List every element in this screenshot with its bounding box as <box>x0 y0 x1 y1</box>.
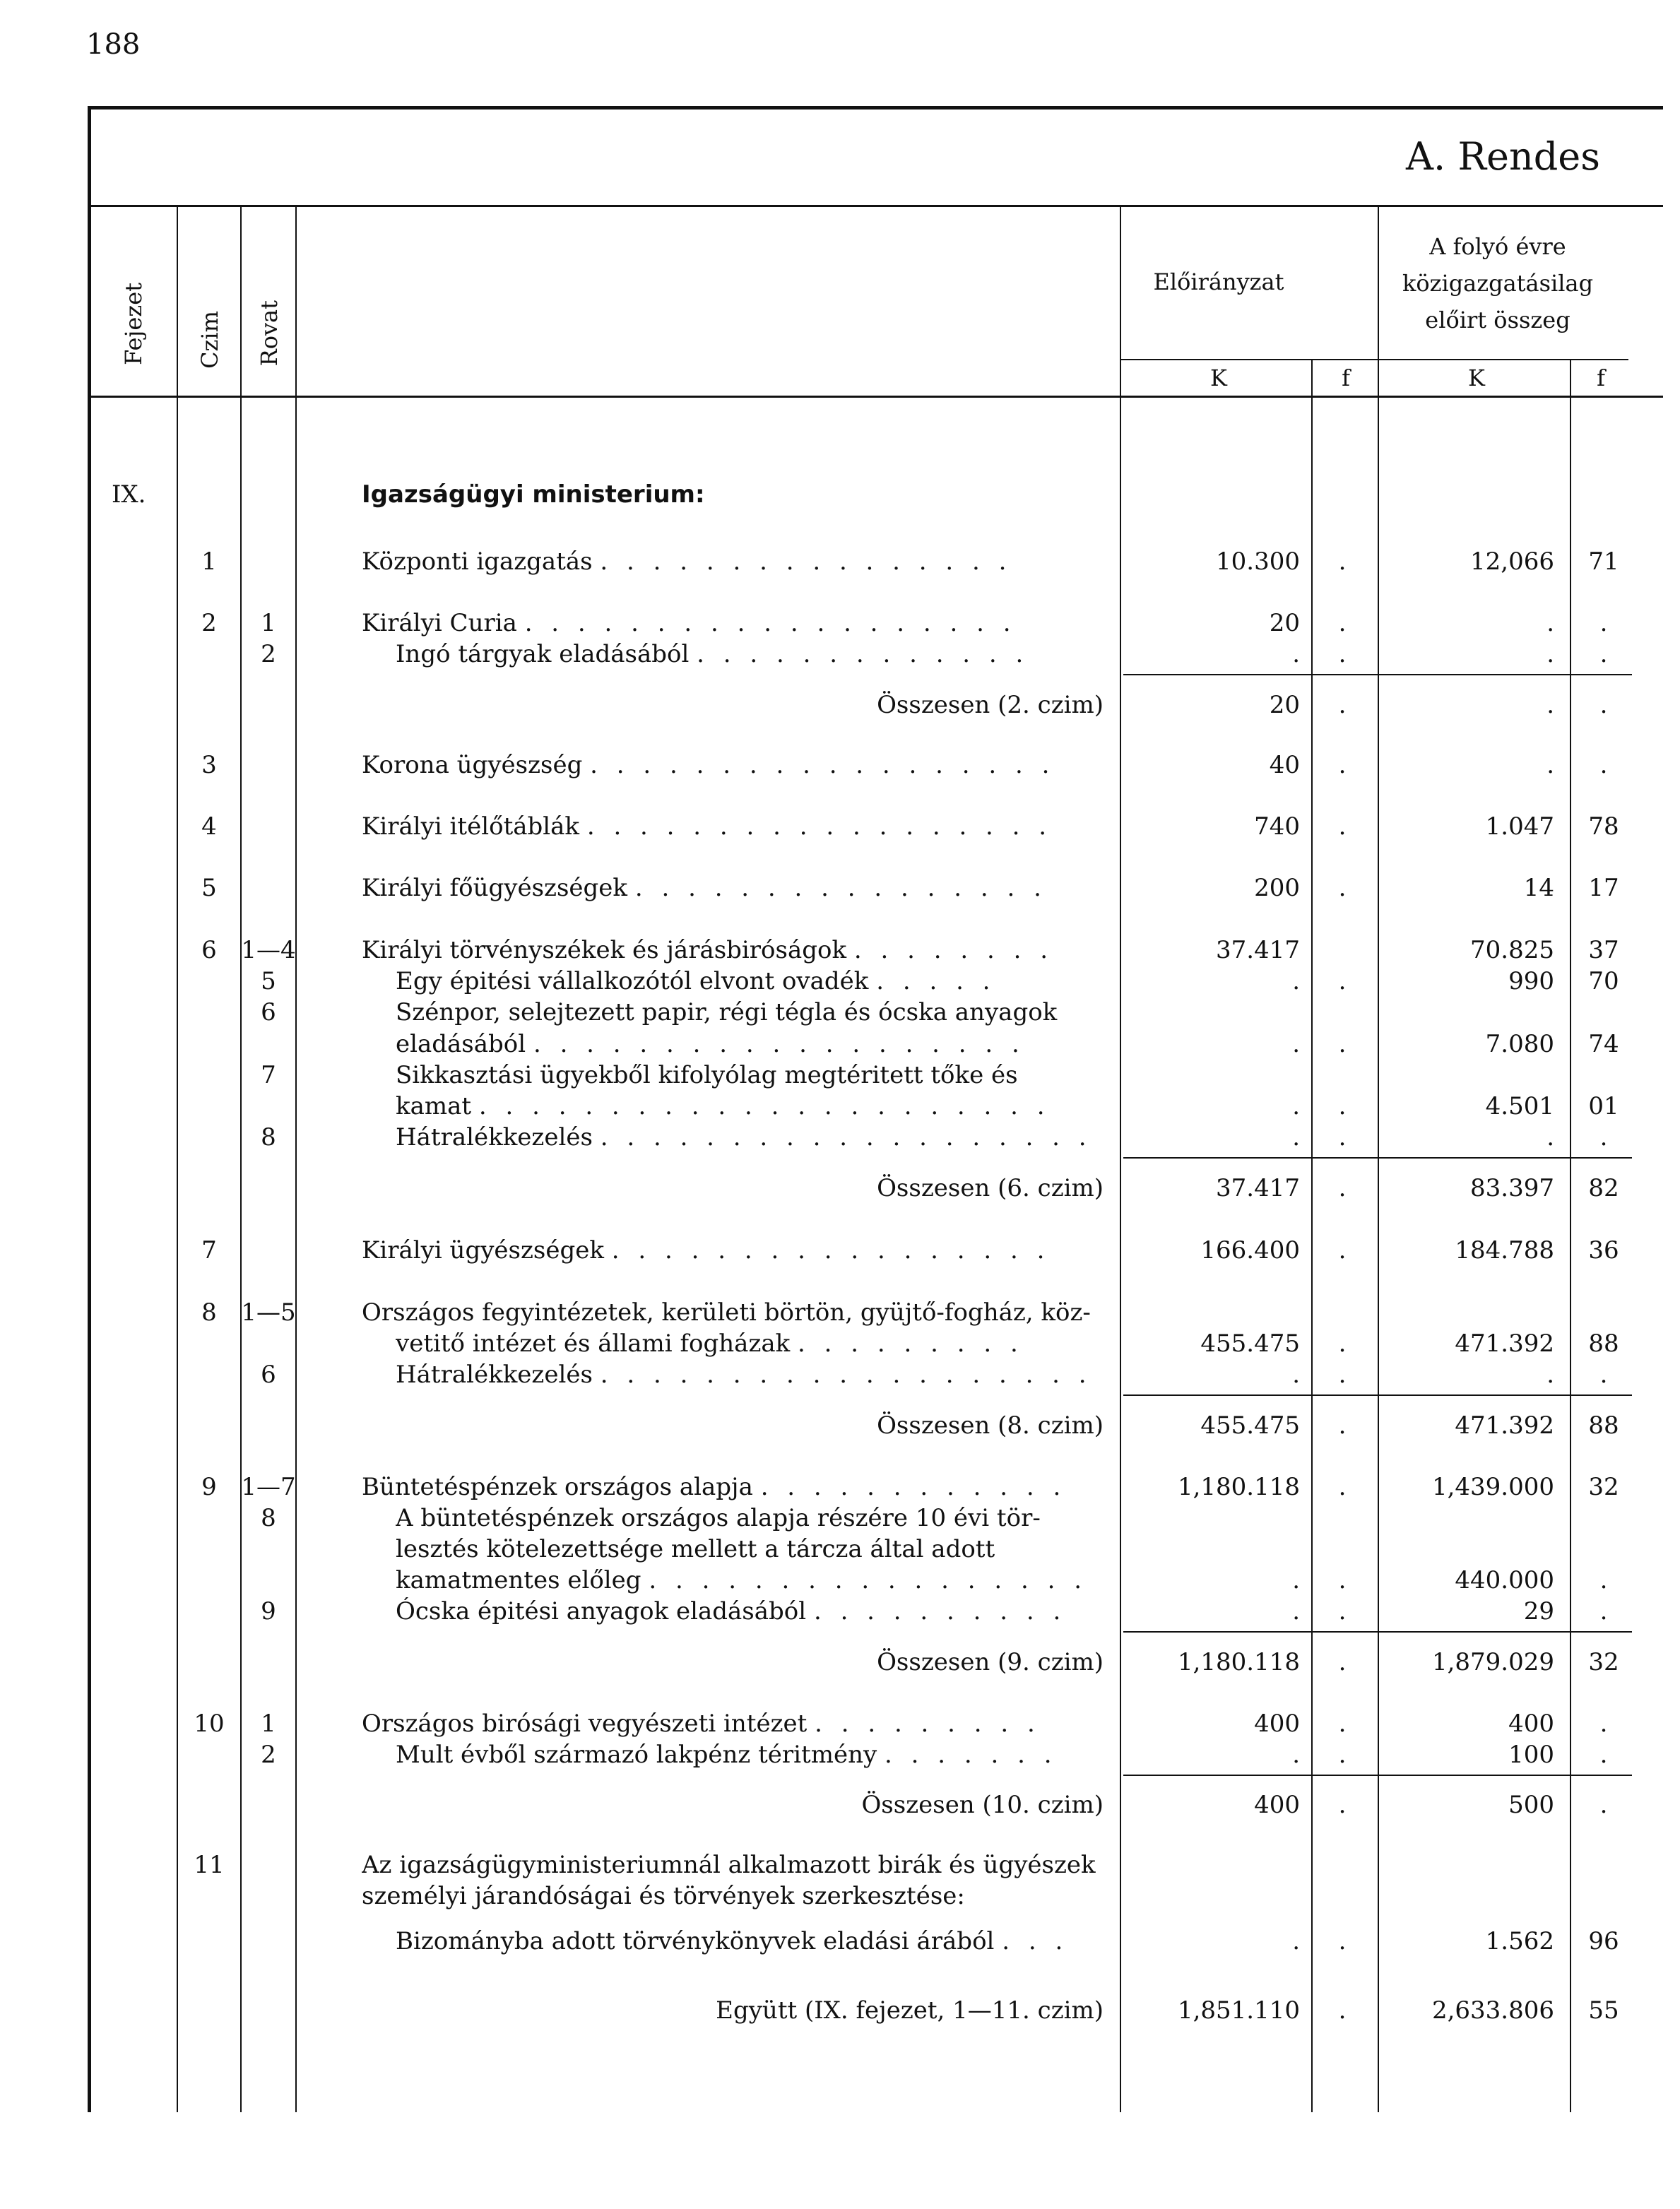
cell-eloiranyzat-k: 1,851.110 <box>1177 1996 1300 2025</box>
header-folyo-evre-3: előirt összeg <box>1425 307 1570 333</box>
table-row <box>0 1174 1680 1205</box>
leader-dots: . . . . . . . <box>885 1741 1058 1769</box>
description-text: Az igazságügyministeriumnál alkalmazott birák és ügyészek <box>362 1851 1096 1879</box>
header-top-border <box>88 205 1663 207</box>
cell-eloiranyzat-f: . <box>1338 640 1347 668</box>
cell-rovat: 1—5 <box>241 1298 296 1327</box>
cell-folyo-k: 12,066 <box>1470 547 1554 576</box>
cell-czim: 2 <box>201 609 217 637</box>
cell-rovat: 8 <box>261 1504 276 1532</box>
cell-czim: 6 <box>201 936 217 964</box>
table-row <box>0 1741 1680 1772</box>
table-row <box>0 1882 1680 1913</box>
cell-eloiranyzat-k: 40 <box>1269 751 1300 779</box>
cell-eloiranyzat-k: 400 <box>1254 1791 1300 1819</box>
cell-description <box>396 1504 1102 1532</box>
cell-eloiranyzat-k: . <box>1292 1030 1300 1058</box>
table-row <box>0 1092 1680 1123</box>
cell-folyo-f: . <box>1599 1361 1608 1389</box>
leader-dots: . . . . . <box>876 967 996 995</box>
table-row <box>0 812 1680 843</box>
cell-description <box>362 547 1104 576</box>
table-row <box>0 1648 1680 1679</box>
cell-description <box>396 1535 1102 1563</box>
cell-folyo-f: 78 <box>1588 812 1619 841</box>
cell-folyo-k: 500 <box>1508 1791 1554 1819</box>
description-text: kamatmentes előleg <box>396 1566 641 1594</box>
cell-description <box>396 967 1102 995</box>
cell-eloiranyzat-f: . <box>1338 1741 1347 1769</box>
cell-eloiranyzat-f: . <box>1338 1030 1347 1058</box>
cell-description <box>362 609 1104 637</box>
cell-eloiranyzat-f: . <box>1338 1092 1347 1120</box>
table-row <box>0 1030 1680 1061</box>
section-title: A. Rendes <box>1406 134 1600 179</box>
leader-dots: . . . . . . . . . . <box>813 1597 1067 1625</box>
cell-folyo-f: . <box>1599 1791 1608 1819</box>
cell-description <box>362 1236 1104 1265</box>
cell-fejezet: IX. <box>112 480 146 509</box>
cell-description <box>396 1597 1102 1625</box>
cell-eloiranyzat-k: . <box>1292 1741 1300 1769</box>
cell-folyo-f: 88 <box>1588 1411 1619 1440</box>
cell-eloiranyzat-f: . <box>1338 1566 1347 1594</box>
cell-description <box>362 1648 1104 1676</box>
header-folyo-evre-1: A folyó évre <box>1429 233 1566 260</box>
cell-czim: 4 <box>201 812 217 841</box>
table-row <box>0 1298 1680 1329</box>
subtotal-rule <box>1123 1394 1632 1396</box>
page-number: 188 <box>86 28 141 61</box>
cell-eloiranyzat-k: 20 <box>1269 609 1300 637</box>
description-text: Királyi ügyészségek <box>362 1236 604 1265</box>
leader-dots: . . . . . . . . . . . . . . . . . <box>611 1236 1051 1265</box>
cell-eloiranyzat-f: . <box>1338 874 1347 902</box>
leader-dots: . . . . . . . . . . . . . . . . . . . <box>600 1361 1092 1389</box>
cell-folyo-k: 100 <box>1508 1741 1554 1769</box>
cell-rovat: 2 <box>261 640 276 668</box>
cell-folyo-f: 37 <box>1588 936 1619 964</box>
cell-eloiranyzat-k: 1,180.118 <box>1177 1473 1300 1501</box>
cell-folyo-f: 74 <box>1588 1030 1619 1058</box>
table-row <box>0 1851 1680 1882</box>
cell-eloiranyzat-k: . <box>1292 1092 1300 1120</box>
cell-folyo-k: 471.392 <box>1455 1411 1554 1440</box>
cell-description <box>362 1882 1104 1910</box>
header-folyo-f: f <box>1597 365 1605 391</box>
cell-eloiranyzat-f: . <box>1338 1123 1347 1151</box>
description-text: Országos birósági vegyészeti intézet <box>362 1710 808 1738</box>
cell-eloiranyzat-f: . <box>1338 547 1347 576</box>
cell-description <box>362 1710 1104 1738</box>
header-folyo-evre-2: közigazgatásilag <box>1402 270 1594 297</box>
cell-czim: 3 <box>201 751 217 779</box>
cell-folyo-f: . <box>1599 1597 1608 1625</box>
cell-folyo-k: . <box>1546 1361 1554 1389</box>
cell-description <box>396 1361 1102 1389</box>
description-text: Királyi Curia <box>362 609 517 637</box>
description-text: Bizományba adott törvénykönyvek eladási árából <box>396 1927 995 1955</box>
cell-folyo-k: 184.788 <box>1455 1236 1554 1265</box>
table-row <box>0 547 1680 579</box>
table-row <box>0 1123 1680 1154</box>
cell-folyo-k: 1.047 <box>1485 812 1554 841</box>
leader-dots: . . . . . . . . . . . . . . . . . . . . . . <box>478 1092 1051 1120</box>
cell-description <box>362 1791 1104 1819</box>
cell-folyo-f: 96 <box>1588 1927 1619 1955</box>
table-row <box>0 480 1680 511</box>
leader-dots: . . . . . . . . . . . . <box>760 1473 1067 1501</box>
cell-folyo-k: 1,439.000 <box>1431 1473 1554 1501</box>
cell-folyo-k: . <box>1546 640 1554 668</box>
cell-eloiranyzat-k: 455.475 <box>1200 1329 1300 1358</box>
cell-folyo-f: . <box>1599 751 1608 779</box>
description-text: Sikkasztási ügyekből kifolyólag megtéritett tőke és <box>396 1061 1018 1089</box>
leader-dots: . . . . . . . . . . . . . . . . <box>634 874 1047 902</box>
subtotal-rule <box>1123 1775 1632 1776</box>
subheader-rule <box>1120 359 1628 360</box>
cell-eloiranyzat-f: . <box>1338 1329 1347 1358</box>
cell-folyo-k: . <box>1546 691 1554 719</box>
cell-folyo-f: . <box>1599 1123 1608 1151</box>
table-row <box>0 640 1680 671</box>
cell-eloiranyzat-k: 37.417 <box>1216 1174 1300 1202</box>
cell-folyo-f: . <box>1599 1566 1608 1594</box>
cell-eloiranyzat-k: . <box>1292 1597 1300 1625</box>
cell-folyo-f: 82 <box>1588 1174 1619 1202</box>
description-text: Ócska épitési anyagok eladásából <box>396 1597 807 1625</box>
cell-eloiranyzat-f: . <box>1338 1791 1347 1819</box>
leader-dots: . . . . . . . . . . . . . . . . . <box>649 1566 1088 1594</box>
cell-folyo-f: 32 <box>1588 1648 1619 1676</box>
cell-eloiranyzat-k: 455.475 <box>1200 1411 1300 1440</box>
cell-description <box>396 1123 1102 1151</box>
table-row <box>0 936 1680 967</box>
table-row <box>0 1710 1680 1741</box>
cell-eloiranyzat-k: . <box>1292 1361 1300 1389</box>
description-text: Királyi törvényszékek és járásbiróságok <box>362 936 847 964</box>
table-row <box>0 998 1680 1029</box>
cell-eloiranyzat-f: . <box>1338 1473 1347 1501</box>
cell-folyo-k: 1.562 <box>1485 1927 1554 1955</box>
cell-rovat: 6 <box>261 998 276 1026</box>
cell-description <box>362 874 1104 902</box>
table-row <box>0 967 1680 998</box>
table-row <box>0 1566 1680 1597</box>
cell-czim: 7 <box>201 1236 217 1265</box>
cell-eloiranyzat-k: . <box>1292 967 1300 995</box>
description-text: Országos fegyintézetek, kerületi börtön, gyüjtő-fogház, köz- <box>362 1298 1091 1327</box>
cell-czim: 8 <box>201 1298 217 1327</box>
cell-description <box>362 1851 1104 1879</box>
cell-rovat: 1 <box>261 609 276 637</box>
cell-rovat: 1—7 <box>241 1473 296 1501</box>
cell-eloiranyzat-f: . <box>1338 1597 1347 1625</box>
cell-folyo-f: 55 <box>1588 1996 1619 2025</box>
table-row <box>0 1236 1680 1267</box>
cell-folyo-k: 2,633.806 <box>1431 1996 1554 2025</box>
cell-folyo-k: . <box>1546 609 1554 637</box>
cell-rovat: 2 <box>261 1741 276 1769</box>
cell-folyo-f: 36 <box>1588 1236 1619 1265</box>
description-text: Hátralékkezelés <box>396 1361 593 1389</box>
cell-folyo-k: 7.080 <box>1485 1030 1554 1058</box>
description-text: Hátralékkezelés <box>396 1123 593 1151</box>
cell-eloiranyzat-f: . <box>1338 1361 1347 1389</box>
description-text: Büntetéspénzek országos alapja <box>362 1473 753 1501</box>
cell-czim: 10 <box>194 1710 225 1738</box>
cell-folyo-f: 01 <box>1588 1092 1619 1120</box>
header-folyo-k: K <box>1468 365 1485 391</box>
cell-rovat: 1 <box>261 1710 276 1738</box>
table-row <box>0 1061 1680 1092</box>
cell-eloiranyzat-k: . <box>1292 1927 1300 1955</box>
cell-eloiranyzat-k: . <box>1292 640 1300 668</box>
description-text: Együtt (IX. fejezet, 1—11. czim) <box>716 1996 1104 2025</box>
subtotal-rule <box>1123 1631 1632 1633</box>
cell-eloiranyzat-f: . <box>1338 751 1347 779</box>
cell-description <box>362 751 1104 779</box>
description-text: Összesen (10. czim) <box>861 1791 1104 1819</box>
cell-eloiranyzat-f: . <box>1338 1648 1347 1676</box>
cell-description <box>396 1927 1102 1955</box>
cell-folyo-k: 990 <box>1508 967 1554 995</box>
table-row <box>0 1361 1680 1392</box>
table-row <box>0 1411 1680 1443</box>
cell-rovat: 5 <box>261 967 276 995</box>
description-text: vetitő intézet és állami fogházak <box>396 1329 791 1358</box>
cell-eloiranyzat-k: 200 <box>1254 874 1300 902</box>
cell-folyo-f: . <box>1599 609 1608 637</box>
cell-eloiranyzat-k: 1,180.118 <box>1177 1648 1300 1676</box>
cell-folyo-f: . <box>1599 1741 1608 1769</box>
top-border <box>88 106 1663 109</box>
cell-description <box>396 640 1102 668</box>
cell-folyo-f: . <box>1599 691 1608 719</box>
cell-eloiranyzat-f: . <box>1338 691 1347 719</box>
cell-rovat: 9 <box>261 1597 276 1625</box>
description-text: Mult évből származó lakpénz téritmény <box>396 1741 877 1769</box>
cell-description <box>362 1174 1104 1202</box>
cell-eloiranyzat-k: 166.400 <box>1200 1236 1300 1265</box>
cell-description <box>362 480 1104 509</box>
cell-rovat: 8 <box>261 1123 276 1151</box>
description-text: Igazságügyi ministerium: <box>362 480 705 509</box>
cell-eloiranyzat-f: . <box>1338 1411 1347 1440</box>
description-text: Korona ügyészség <box>362 751 583 779</box>
description-text: Ingó tárgyak eladásából <box>396 640 690 668</box>
cell-folyo-k: 4.501 <box>1485 1092 1554 1120</box>
cell-czim: 5 <box>201 874 217 902</box>
description-text: A büntetéspénzek országos alapja részére 10 évi tör- <box>396 1504 1041 1532</box>
cell-eloiranyzat-k: 740 <box>1254 812 1300 841</box>
cell-folyo-k: 400 <box>1508 1710 1554 1738</box>
header-eloiranyzat-f: f <box>1342 365 1350 391</box>
cell-folyo-k: . <box>1546 1123 1554 1151</box>
cell-eloiranyzat-k: . <box>1292 1123 1300 1151</box>
leader-dots: . . . . . . . . <box>853 936 1054 964</box>
cell-czim: 1 <box>201 547 217 576</box>
cell-description <box>396 1741 1102 1769</box>
description-text: Összesen (8. czim) <box>877 1411 1104 1440</box>
subtotal-rule <box>1123 1157 1632 1159</box>
cell-description <box>396 1092 1102 1120</box>
description-text: Összesen (9. czim) <box>877 1648 1104 1676</box>
header-rovat: Rovat <box>256 300 283 367</box>
cell-eloiranyzat-f: . <box>1338 609 1347 637</box>
cell-folyo-f: 71 <box>1588 547 1619 576</box>
table-row <box>0 1504 1680 1535</box>
cell-description <box>396 1061 1102 1089</box>
header-eloiranyzat: Előirányzat <box>1153 268 1284 295</box>
cell-description <box>362 691 1104 719</box>
leader-dots: . . . . . . . . . <box>798 1329 1024 1358</box>
description-text: Összesen (6. czim) <box>877 1174 1104 1202</box>
cell-description <box>362 1473 1104 1501</box>
cell-description <box>396 998 1102 1026</box>
cell-description <box>362 1996 1104 2025</box>
leader-dots: . . . . . . . . . . . . . . . . <box>600 547 1012 576</box>
cell-folyo-f: 88 <box>1588 1329 1619 1358</box>
table-row <box>0 1996 1680 2027</box>
cell-eloiranyzat-f: . <box>1338 967 1347 995</box>
cell-czim: 9 <box>201 1473 217 1501</box>
cell-rovat: 7 <box>261 1061 276 1089</box>
leader-dots: . . . . . . . . . <box>815 1710 1041 1738</box>
description-text: Összesen (2. czim) <box>877 691 1104 719</box>
cell-folyo-f: 32 <box>1588 1473 1619 1501</box>
cell-eloiranyzat-f: . <box>1338 1236 1347 1265</box>
cell-folyo-k: 440.000 <box>1455 1566 1554 1594</box>
cell-rovat: 6 <box>261 1361 276 1389</box>
cell-folyo-k: 1,879.029 <box>1431 1648 1554 1676</box>
description-text: Egy épitési vállalkozótól elvont ovadék <box>396 967 869 995</box>
leader-dots: . . . . . . . . . . . . . . . . . . . <box>533 1030 1025 1058</box>
header-czim: Czim <box>196 311 223 369</box>
cell-eloiranyzat-k: 10.300 <box>1216 547 1300 576</box>
description-text: lesztés kötelezettsége mellett a tárcza által adott <box>396 1535 995 1563</box>
table-row <box>0 1927 1680 1958</box>
table-row <box>0 1473 1680 1504</box>
cell-eloiranyzat-f: . <box>1338 1927 1347 1955</box>
cell-eloiranyzat-f: . <box>1338 1710 1347 1738</box>
cell-description <box>362 936 1104 964</box>
cell-eloiranyzat-k: 400 <box>1254 1710 1300 1738</box>
table-row <box>0 1791 1680 1822</box>
table-row <box>0 1535 1680 1566</box>
header-eloiranyzat-k: K <box>1210 365 1227 391</box>
cell-folyo-f: 70 <box>1588 967 1619 995</box>
cell-description <box>362 812 1104 841</box>
table-row <box>0 691 1680 722</box>
leader-dots: . . . <box>1002 1927 1069 1955</box>
cell-description <box>362 1411 1104 1440</box>
cell-rovat: 1—4 <box>241 936 296 964</box>
cell-eloiranyzat-k: 37.417 <box>1216 936 1300 964</box>
cell-eloiranyzat-f: . <box>1338 1996 1347 2025</box>
cell-folyo-k: 83.397 <box>1470 1174 1554 1202</box>
cell-eloiranyzat-f: . <box>1338 1174 1347 1202</box>
cell-folyo-k: . <box>1546 751 1554 779</box>
cell-description <box>362 1298 1104 1327</box>
cell-eloiranyzat-k: 20 <box>1269 691 1300 719</box>
description-text: Királyi főügyészségek <box>362 874 628 902</box>
description-text: Központi igazgatás <box>362 547 593 576</box>
cell-czim: 11 <box>194 1851 225 1879</box>
cell-description <box>396 1030 1102 1058</box>
cell-folyo-k: 471.392 <box>1455 1329 1554 1358</box>
cell-eloiranyzat-f: . <box>1338 812 1347 841</box>
table-row <box>0 1329 1680 1361</box>
subtotal-rule <box>1123 674 1632 675</box>
leader-dots: . . . . . . . . . . . . . . . . . . <box>590 751 1055 779</box>
table-row <box>0 874 1680 905</box>
description-text: személyi járandóságai és törvények szerkesztése: <box>362 1882 965 1910</box>
leader-dots: . . . . . . . . . . . . . . . . . . <box>586 812 1053 841</box>
header-bottom-border <box>88 396 1663 398</box>
cell-folyo-f: 17 <box>1588 874 1619 902</box>
cell-eloiranyzat-k: . <box>1292 1566 1300 1594</box>
cell-folyo-f: . <box>1599 1710 1608 1738</box>
description-text: Szénpor, selejtezett papir, régi tégla és ócska anyagok <box>396 998 1058 1026</box>
table-row <box>0 1597 1680 1628</box>
leader-dots: . . . . . . . . . . . . . <box>697 640 1029 668</box>
description-text: kamat <box>396 1092 472 1120</box>
cell-folyo-f: . <box>1599 640 1608 668</box>
leader-dots: . . . . . . . . . . . . . . . . . . . <box>600 1123 1092 1151</box>
description-text: eladásából <box>396 1030 526 1058</box>
cell-description <box>396 1329 1102 1358</box>
table-row <box>0 609 1680 640</box>
cell-folyo-k: 29 <box>1523 1597 1554 1625</box>
leader-dots: . . . . . . . . . . . . . . . . . . . <box>524 609 1017 637</box>
cell-description <box>396 1566 1102 1594</box>
table-row <box>0 751 1680 782</box>
description-text: Királyi itélőtáblák <box>362 812 580 841</box>
cell-folyo-k: 70.825 <box>1470 936 1554 964</box>
header-fejezet: Fejezet <box>120 283 147 365</box>
cell-folyo-k: 14 <box>1523 874 1554 902</box>
